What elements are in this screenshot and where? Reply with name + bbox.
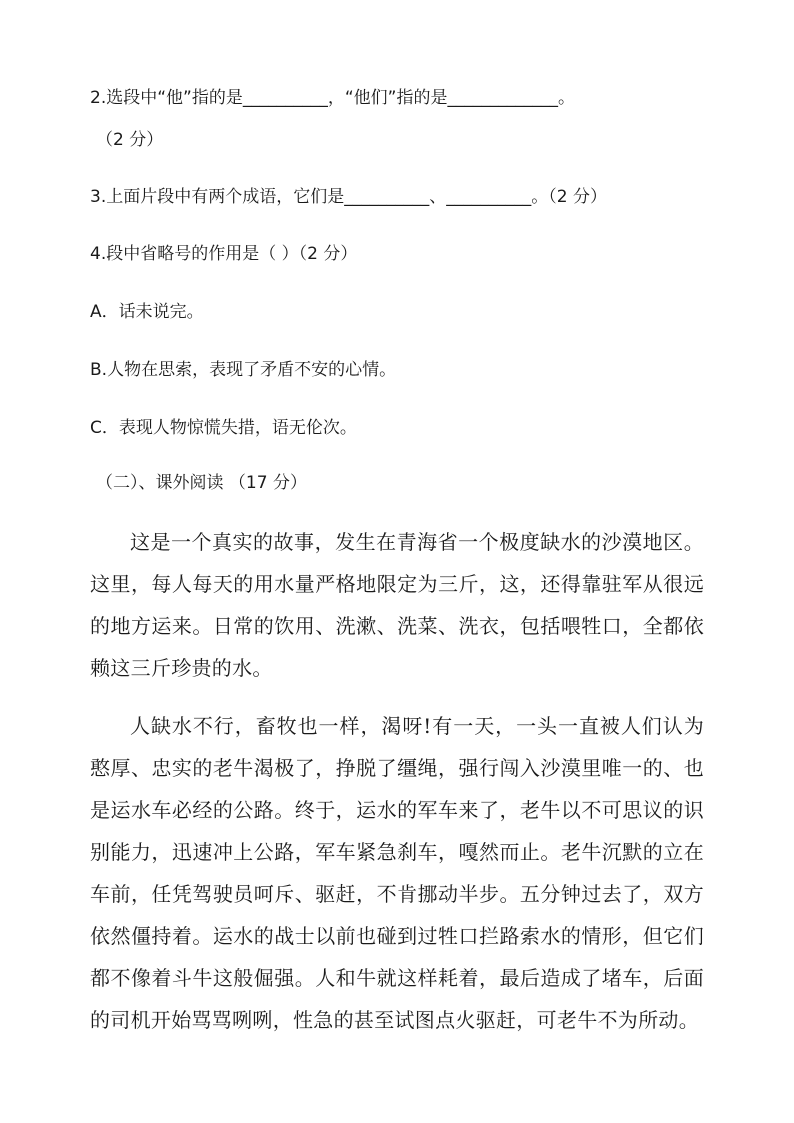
paragraph-text: 人缺水不行，畜牧也一样，渴呀!有一天，一头一直被人们认为憨厚、忠实的老牛渴极了，挣脱了缰绳，强行闯入沙漠里唯一的、也是运水车必经的公路。终于，运水的军车来了，老牛以不可思议的识别能力，迅速冲上公路，军车紧急刹车，嘎然而止。老牛沉默的立在车前，任凭驾驶员呵斥、驱赶，不肯挪动半步。五分钟过去了，双方依然僵持着。运水的战士以前也碰到过牲口拦路索水的情形，但它们都不像着斗牛这般倔强。人和牛就这样耗着，最后造成了堵车，后面的司机开始骂骂咧咧，性急的甚至试图点火驱赶，可老牛不为所动。	[90, 714, 704, 1032]
question-3: 3.上面片段中有两个成语，它们是__________、__________。（2 分）	[90, 187, 607, 207]
question-4: 4.段中省略号的作用是（ ）（2 分）	[90, 244, 358, 264]
question-2: 2.选段中“他”指的是__________，“他们”指的是_____________。	[90, 88, 575, 108]
option-c: C．表现人物惊慌失措，语无伦次。	[90, 418, 357, 438]
passage-paragraph-2	[90, 705, 704, 1041]
question-2-score: （2 分）	[96, 130, 164, 150]
option-a: A．话未说完。	[90, 302, 204, 322]
option-b: B.人物在思索，表现了矛盾不安的心情。	[90, 360, 397, 380]
paragraph-text: 这是一个真实的故事，发生在青海省一个极度缺水的沙漠地区。这里，每人每天的用水量严格地限定为三斤，这，还得靠驻军从很远的地方运来。日常的饮用、洗漱、洗菜、洗衣，包括喂牲口，全都依赖这三斤珍贵的水。	[90, 530, 704, 680]
section-title-extracurricular-reading: （二）、课外阅读 （17 分）	[96, 473, 307, 493]
passage-paragraph-1	[90, 521, 704, 689]
